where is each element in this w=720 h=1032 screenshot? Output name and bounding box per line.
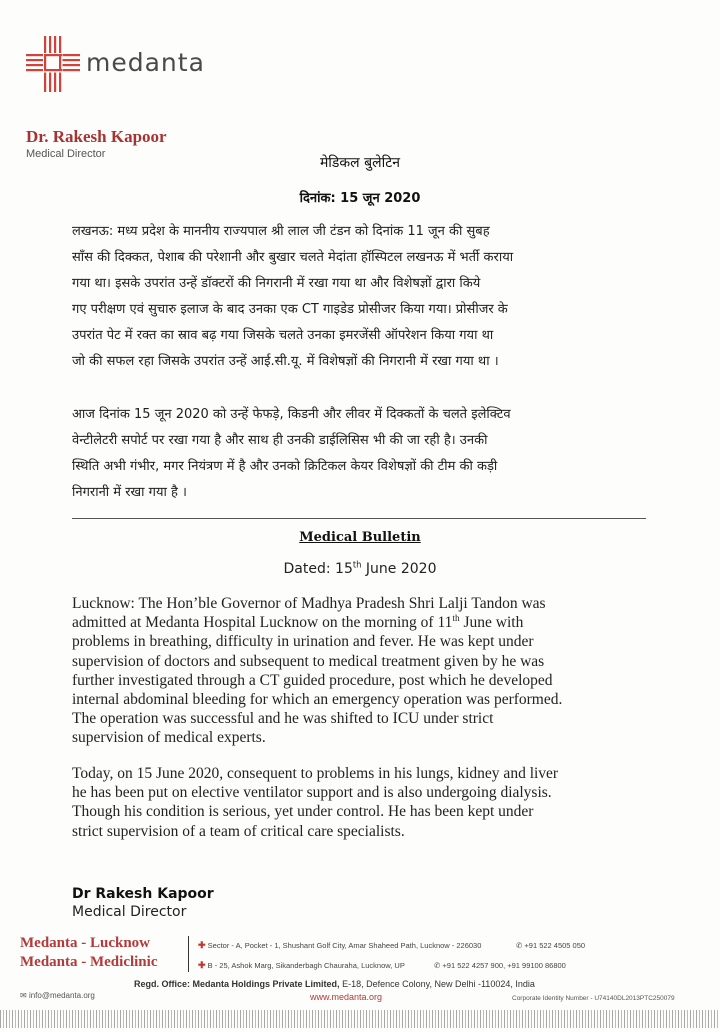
footer-registered-office: Regd. Office: Medanta Holdings Private Limited, E-18, Defence Colony, New Delhi -110024, India [134, 979, 535, 989]
footer-address-mediclinic: ✚ B - 25, Ashok Marg, Sikanderbagh Chauraha, Lucknow, UP [198, 960, 405, 970]
signature-role: Medical Director [72, 904, 187, 920]
header-doctor-name: Dr. Rakesh Kapoor [26, 127, 167, 146]
plus-icon: ✚ [198, 940, 206, 950]
english-paragraph-1 [72, 594, 646, 748]
text-line: Lucknow: The Hon’ble Governor of Madhya Pradesh Shri Lalji Tandon was [72, 595, 546, 612]
text-line: The operation was successful and he was shifted to ICU under strict [72, 710, 494, 728]
hindi-date: दिनांक: 15 जून 2020 [299, 191, 421, 206]
english-date: Dated: 15th June 2020 [283, 559, 437, 577]
signature-name: Dr Rakesh Kapoor [72, 886, 214, 902]
section-divider [72, 518, 646, 519]
phone-icon: ✆ [516, 941, 523, 950]
footer-website-link[interactable]: www.medanta.org [310, 992, 383, 1002]
footer-location-mediclinic: Medanta - Mediclinic [20, 954, 158, 970]
text-line: लखनऊ: मध्य प्रदेश के माननीय राज्यपाल श्री लाल जी टंडन को दिनांक 11 जून की सुबह [72, 224, 490, 239]
footer-phone-mediclinic: ✆ +91 522 4257 900, +91 99100 86800 [434, 961, 566, 970]
text-line: Today, on 15 June 2020, consequent to problems in his lungs, kidney and liver [72, 765, 559, 782]
bottom-barcode-strip [0, 1010, 720, 1028]
text-line: गए परीक्षण एवं सुचारु इलाज के बाद उनका एक CT गाइडेड प्रोसीजर किया गया। प्रोसीजर के [72, 302, 508, 317]
text-line: स्थिति अभी गंभीर, मगर नियंत्रण में है और उनको क्रिटिकल केयर विशेषज्ञों की टीम की कड़ी [72, 459, 498, 474]
text-line: admitted at Medanta Hospital Lucknow on the morning of 11th June with [72, 614, 524, 632]
hindi-heading: मेडिकल बुलेटिन [319, 155, 401, 171]
text-line: problems in breathing, difficulty in urination and fever. He was kept under [72, 633, 534, 651]
text-line: Though his condition is serious, yet under control. He has been kept under [72, 803, 534, 821]
footer-location-lucknow: Medanta - Lucknow [20, 935, 151, 951]
hindi-paragraph-2 [72, 402, 648, 506]
hindi-paragraph-1 [72, 219, 648, 375]
footer-divider [188, 936, 189, 972]
plus-icon: ✚ [198, 960, 206, 970]
phone-icon: ✆ [434, 961, 441, 970]
footer-phone-lucknow: ✆ +91 522 4505 050 [516, 941, 586, 950]
text-line: supervision of medical experts. [72, 729, 266, 747]
text-line: strict supervision of a team of critical care specialists. [72, 822, 405, 840]
footer-cin: Corporate Identity Number - U74140DL2013PTC250079 [512, 995, 675, 1002]
english-heading: Medical Bulletin [299, 530, 421, 545]
text-line: supervision of doctors and subsequent to medical treatment given by he was [72, 652, 545, 670]
text-line: निगरानी में रखा गया है । [72, 485, 187, 500]
text-line: जो की सफल रहा जिसके उपरांत उन्हें आई.सी.यू. में विशेषज्ञों की निगरानी में रखा गया था । [72, 354, 499, 369]
mail-icon: ✉ [20, 991, 27, 1000]
medanta-cross-icon [26, 36, 80, 92]
english-paragraph-2 [72, 764, 646, 841]
text-line: further investigated through a CT guided procedure, post which he developed [72, 671, 553, 689]
text-line: साँस की दिक्कत, पेशाब की परेशानी और बुखार चलते मेदांता हॉस्पिटल लखनऊ में भर्ती कराया [72, 250, 514, 265]
text-line: he has been put on elective ventilator support and is also undergoing dialysis. [72, 784, 552, 802]
text-line: उपरांत पेट में रक्त का स्राव बढ़ गया जिसके चलते उनका इमरजेंसी ऑपरेशन किया गया था [72, 328, 494, 343]
logo-wordmark: medanta [86, 48, 205, 77]
footer-address-lucknow: ✚ Sector - A, Pocket - 1, Shushant Golf City, Amar Shaheed Path, Lucknow - 226030 [198, 940, 482, 950]
header-doctor-title: Medical Director [26, 148, 106, 160]
text-line: वेन्टीलेटरी सपोर्ट पर रखा गया है और साथ ही उनकी डाईलिसिस भी की जा रही है। उनकी [72, 433, 488, 448]
text-line: गया था। इसके उपरांत उन्हें डॉक्टरों की निगरानी में रखा गया था और विशेषज्ञों द्वारा किये [72, 276, 481, 291]
footer-email[interactable]: ✉ info@medanta.org [20, 991, 95, 1000]
text-line: internal abdominal bleeding for which an emergency operation was performed. [72, 691, 563, 709]
text-line: आज दिनांक 15 जून 2020 को उन्हें फेफड़े, किडनी और लीवर में दिक्कतों के चलते इलेक्टिव [72, 407, 511, 422]
